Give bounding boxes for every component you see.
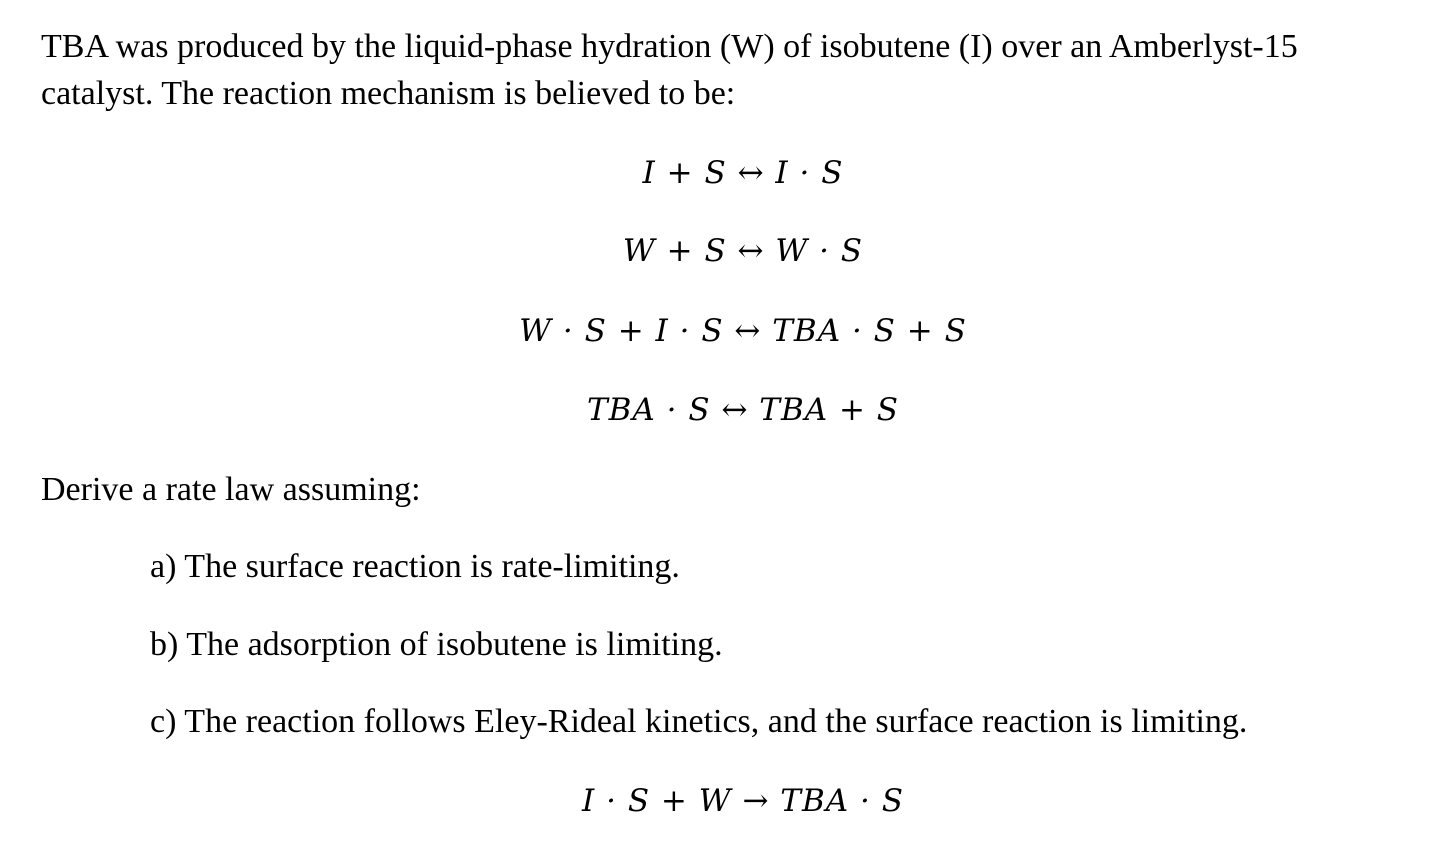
equation-text: I · S + W → TBA · S bbox=[582, 783, 904, 819]
intro-paragraph bbox=[41, 23, 1401, 117]
question-c: c) The reaction follows Eley-Rideal kinetics, and the surface reaction is limiting. bbox=[150, 703, 1248, 740]
question-b: b) The adsorption of isobutene is limiting. bbox=[150, 626, 723, 663]
intro-line-1: TBA was produced by the liquid-phase hydration (W) of isobutene (I) over an Amberlyst-15 bbox=[41, 28, 1298, 65]
equation-text: W + S ↔ W · S bbox=[622, 233, 864, 269]
eley-rideal-equation bbox=[0, 781, 1432, 821]
mechanism-step-1 bbox=[0, 153, 1432, 193]
mechanism-step-3 bbox=[0, 311, 1432, 351]
equation-text: W · S + I · S ↔ TBA · S + S bbox=[519, 313, 967, 349]
derive-prompt: Derive a rate law assuming: bbox=[41, 471, 421, 508]
intro-line-2: catalyst. The reaction mechanism is believed to be: bbox=[41, 75, 736, 112]
equation-text: I + S ↔ I · S bbox=[642, 155, 844, 191]
mechanism-step-4 bbox=[0, 390, 1432, 430]
mechanism-step-2 bbox=[0, 231, 1432, 271]
question-a: a) The surface reaction is rate-limiting. bbox=[150, 548, 680, 585]
equation-text: TBA · S ↔ TBA + S bbox=[586, 392, 900, 428]
